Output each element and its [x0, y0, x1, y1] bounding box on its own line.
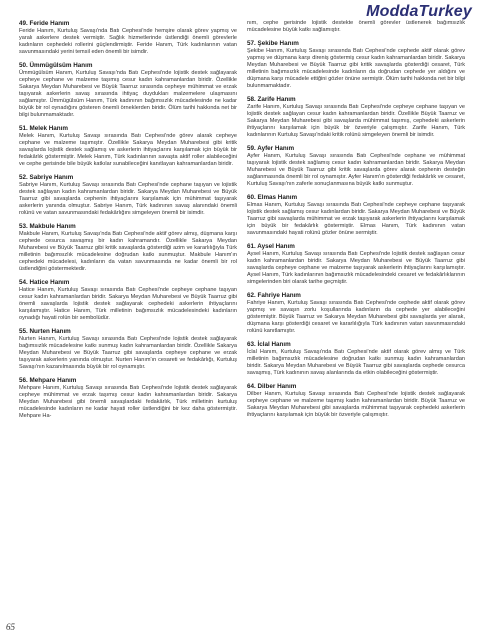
entry-body: Sabriye Hanım, Kurtuluş Savaşı sırasında Batı Cephesi'nde cephane taşıyan ve lojistik destek sağlayan kadın kahramanlardan biridir. Sakarya Meydan Muharebesi ve Büyük Taarruz gibi savaşlarda cephenin ihtiyaçlarını karşılamak için mühimmat taşıyarak askerlerin yanında olmuştur. Sabriye Hanım, Türk kadınının savaş alanındaki önemli rolünü ve vatan savunmasındaki fedakârlığını simgeleyen önemli bir isimdir.	[19, 182, 237, 216]
entry-body: Ümmügülsüm Hanım, Kurtuluş Savaşı'nda Batı Cephesi'nde lojistik destek sağlayarak cepheye cephane ve malzeme taşımış cesur kadın kahramanlardan biridir. Özellikle Sakarya Meydan Muharebesi ve Büyük Taarruz sırasında cepheye mühimmat ve erzak taşıyarak askerlerin savaş sırasında ihtiyaç duydukları malzemelere ulaşmasını sağlamıştır. Ümmügülsüm Hanım, Türk kadınının bağımsızlık mücadelesinde ne kadar büyük bir rol oynadığını gösteren önemli örneklerden biridir. Ölüm tarihi hakkında net bir bilgi bulunmamaktadır.	[19, 70, 237, 118]
entry-body: Nurten Hanım, Kurtuluş Savaşı sırasında Batı Cephesi'nde lojistik destek sağlayarak bağımsızlık mücadelesine katkı sunmuş kadın kahramanlardan biridir. Özellikle Sakarya Meydan Muharebesi ve Büyük Taarruz gibi savaşlarda cepheye cephane ve erzak taşıyarak askerlerin yanında olmuştur. Nurten Hanım'ın cesareti ve fedakârlığı, Kurtuluş Savaşı'nın kazanılmasında büyük bir rol oynamıştır.	[19, 336, 237, 370]
entry-body: Mehpare Hanım, Kurtuluş Savaşı sırasında Batı Cephesi'nde lojistik destek sağlayarak cepheye mühimmat ve erzak taşımış cesur kadın kahramanlardan biridir. Sakarya Meydan Muharebesi gibi önemli savaşlardaki fedakârlık, Türk milletinin kurtuluş mücadelesinde kadınların ne kadar hayati roller üstlendiğini bir kez daha göstermiştir. Mehpare Ha-	[19, 385, 237, 419]
left-column	[19, 20, 237, 426]
entry-body: Melek Hanım, Kurtuluş Savaşı sırasında Batı Cephesi'nde görev alarak cepheye cephane ve malzeme taşımıştır. Özellikle Sakarya Meydan Muharebesi gibi kritik savaşlarda lojistik destek sağlamış ve askerlerin ihtiyaçlarını karşılamak için büyük bir fedakârlık göstermiştir. Melek Hanım, Türk kadınlarının savaşta aktif roller alabileceğini ve cephe gerisinde bile büyük katkılar sunabileceğini kanıtlayan kahramanlardan biridir.	[19, 133, 237, 167]
entry	[19, 20, 237, 56]
entry	[247, 341, 465, 377]
entry-title: 63. İclal Hanım	[247, 341, 291, 348]
entry	[247, 383, 465, 419]
entry	[19, 328, 237, 371]
entry	[247, 243, 465, 286]
entry-body: Fahriye Hanım, Kurtuluş Savaşı sırasında Batı Cephesi'nde cephede aktif olarak görev yapmış ve savaşın zorlu koşullarında kadınların da cephede yer alabileceğini göstermiştir. Büyük Taarruz ve Sakarya Meydan Muharebesi gibi savaşlarda yer alarak, düşmana karşı gösterdiği cesaret ve kararlılığıyla Türk kadınının vatan savunmasındaki rolünü kanıtlamıştır.	[247, 300, 465, 334]
entry-title: 64. Dilber Hanım	[247, 383, 297, 390]
entry-title: 59. Ayfer Hanım	[247, 145, 295, 152]
article-columns	[19, 20, 465, 426]
entry-title: 55. Nurten Hanım	[19, 328, 71, 335]
entry-title: 49. Feride Hanım	[19, 20, 70, 27]
entry-title: 53. Makbule Hanım	[19, 223, 76, 230]
entry	[247, 96, 465, 139]
entry	[247, 194, 465, 237]
right-column	[247, 20, 465, 426]
entry-title: 62. Fahriye Hanım	[247, 292, 301, 299]
entry	[19, 125, 237, 168]
entry-title: 60. Elmas Hanım	[247, 194, 298, 201]
entry	[247, 40, 465, 90]
entry-body: Elmas Hanım, Kurtuluş Savaşı sırasında Batı Cephesi'nde cepheye cephane taşıyarak lojistik destek sağlamış cesur kadınlardan biridir. Sakarya Meydan Muharebesi ve Büyük Taarruz gibi savaşlarda mühimmat ve erzak taşıyarak askerlerin ihtiyaçlarını karşılamak için büyük bir fedakârlık göstermiştir. Elmas Hanım, Türk kadınının vatan savunmasındaki hayati rolünü gözler önüne sermiştir.	[247, 202, 465, 236]
entry-body: Ayfer Hanım, Kurtuluş Savaşı sırasında Batı Cephesi'nde cephane ve mühimmat taşıyarak lojistik destek sağlamış cesur kadın kahramanlardan biridir. Sakarya Meydan Muharebesi ve Büyük Taarruz gibi kritik savaşlarda görev alarak cephenin desteğin sağlanmasında önemli bir rol oynamıştır. Ayfer Hanım'ın gösterdiği fedakârlık ve cesaret, Kurtuluş Savaşı'nın zaferle sonuçlanmasına büyük katkı sunmuştur.	[247, 153, 465, 187]
entry-title: 56. Mehpare Hanım	[19, 377, 77, 384]
entry-body: Hatice Hanım, Kurtuluş Savaşı sırasında Batı Cephesi'nde cepheye cephane taşıyan cesur kadın kahramanlardan biridir. Sakarya Meydan Muharebesi ve Büyük Taarruz gibi önemli savaşlarda lojistik destek sağlayarak cephedeki askerlerin ihtiyaçlarını karşılamıştır. Hatice Hanım, Türk milletinin bağımsızlık mücadelesindeki kadınların oynadığı hayati rolün bir sembolüdür.	[19, 287, 237, 321]
entry-body: Şekibe Hanım, Kurtuluş Savaşı sırasında Batı Cephesi'nde cephede aktif olarak görev yapmış ve düşmana karşı direniş göstermiş cesur kadın kahramanlardan biridir. Sakarya Meydan Muharebesi ve Büyük Taarruz gibi kritik savaşlarda gösterdiği cesaret, Türk milletinin bağımsızlık mücadelesinde kadınların da doğrudan cephede yer aldığını ve düşmana karşı mücadele ettiğini gözler önüne sermiştir. Ölüm tarihi hakkında net bir bilgi bulunmamaktadır.	[247, 48, 465, 89]
entry-title: 52. Sabriye Hanım	[19, 174, 74, 181]
entry-body: nım, cephe gerisinde lojistik destekte önemli görevler üstlenerek bağımsızlık mücadelesine büyük katkı sağlamıştır.	[247, 20, 465, 33]
entry-title: 58. Zarife Hanım	[247, 96, 296, 103]
entry-body: Makbule Hanım, Kurtuluş Savaşı'nda Batı Cephesi'nde aktif görev almış, düşmana karşı cephede cesurca savaşmış bir kadın kahramandır. Özellikle Sakarya Meydan Muharebesi ve Büyük Taarruz gibi kritik savaşlarda gösterdiği azim ve kararlılığıyla Türk milletinin bağımsızlık mücadelesine doğrudan katkı sunmuştur. Makbule Hanım'ın cephedeki mücadelesi, kadınların da vatan savunmasında ne kadar önemli bir rol üstlendiğini göstermektedir.	[19, 231, 237, 272]
entry	[247, 20, 465, 34]
entry-title: 51. Melek Hanım	[19, 125, 68, 132]
entry	[19, 377, 237, 420]
entry	[247, 145, 465, 188]
entry-body: İclal Hanım, Kurtuluş Savaşı'nda Batı Cephesi'nde aktif olarak görev almış ve Türk milletinin bağımsızlık mücadelesine doğrudan katkı sunmuş kadın kahramanlardan biridir. Sakarya Meydan Muharebesi ve Büyük Taarruz gibi savaşlarda cephede cesurca savaşmış, Türk kadınının savaş alanlarında da etkin olabileceğini göstermiştir.	[247, 349, 465, 376]
entry	[19, 223, 237, 273]
entry-title: 54. Hatice Hanım	[19, 279, 70, 286]
entry-body: Zarife Hanım, Kurtuluş Savaşı sırasında Batı Cephesi'nde cepheye cephane taşıyan ve lojistik destek sağlayan cesur kadın kahramanlardan biridir. Özellikle Büyük Taarruz ve Sakarya Meydan Muharebesi gibi savaşlarda mühimmat taşımış, cephedeki askerlerin ihtiyaçlarını karşılamak için büyük bir özveriyle çalışmıştır. Zarife Hanım, Türk kadınlarının Kurtuluş Savaşı'ndaki kritik rolünü simgeleyen önemli bir isimdir.	[247, 104, 465, 138]
entry-title: 61. Aysel Hanım	[247, 243, 295, 250]
entry	[19, 174, 237, 217]
entry-title: 57. Şekibe Hanım	[247, 40, 299, 47]
entry-title: 50. Ümmügülsüm Hanım	[19, 62, 93, 69]
entry	[247, 292, 465, 335]
entry-body: Dilber Hanım, Kurtuluş Savaşı sırasında Batı Cephesi'nde lojistik destek sağlayarak cepheye cephane ve malzeme taşımış kadın kahramanlardan biridir. Büyük Taarruz ve Sakarya Meydan Muharebesi gibi savaşlarda mühimmat taşıyarak cephedeki askerlerin ihtiyaçlarını karşılamak için büyük bir özveriyle çalışmıştır.	[247, 391, 465, 418]
entry	[19, 62, 237, 119]
page-number: 65	[6, 622, 15, 632]
entry	[19, 279, 237, 322]
entry-body: Feride Hanım, Kurtuluş Savaşı'nda Batı Cephesi'nde hemşire olarak görev yapmış ve yaralı askerlere destek vermiştir. Sağlık hizmetlerinde üstlendiği önemli görevlerle kadınların cephedeki rollerini güçlendirmiştir. Feride Hanım, Türk kadınlarının vatan savunmasındaki yerini temsil eden önemli bir isimdir.	[19, 28, 237, 55]
brand-logo: ModdaTurkey	[366, 3, 472, 20]
entry-body: Aysel Hanım, Kurtuluş Savaşı sırasında Batı Cephesi'nde lojistik destek sağlayan cesur kadın kahramanlardan biridir. Sakarya Meydan Muharebesi ve Büyük Taarruz gibi savaşlarda cepheye cephane ve malzeme taşıyarak askerlerin ihtiyaçlarını karşılamıştır. Aysel Hanım, Türk kadınlarının bağımsızlık mücadelesindeki cesaret ve fedakârlıklarının simgelerinden biri olarak tarihe geçmiştir.	[247, 251, 465, 285]
